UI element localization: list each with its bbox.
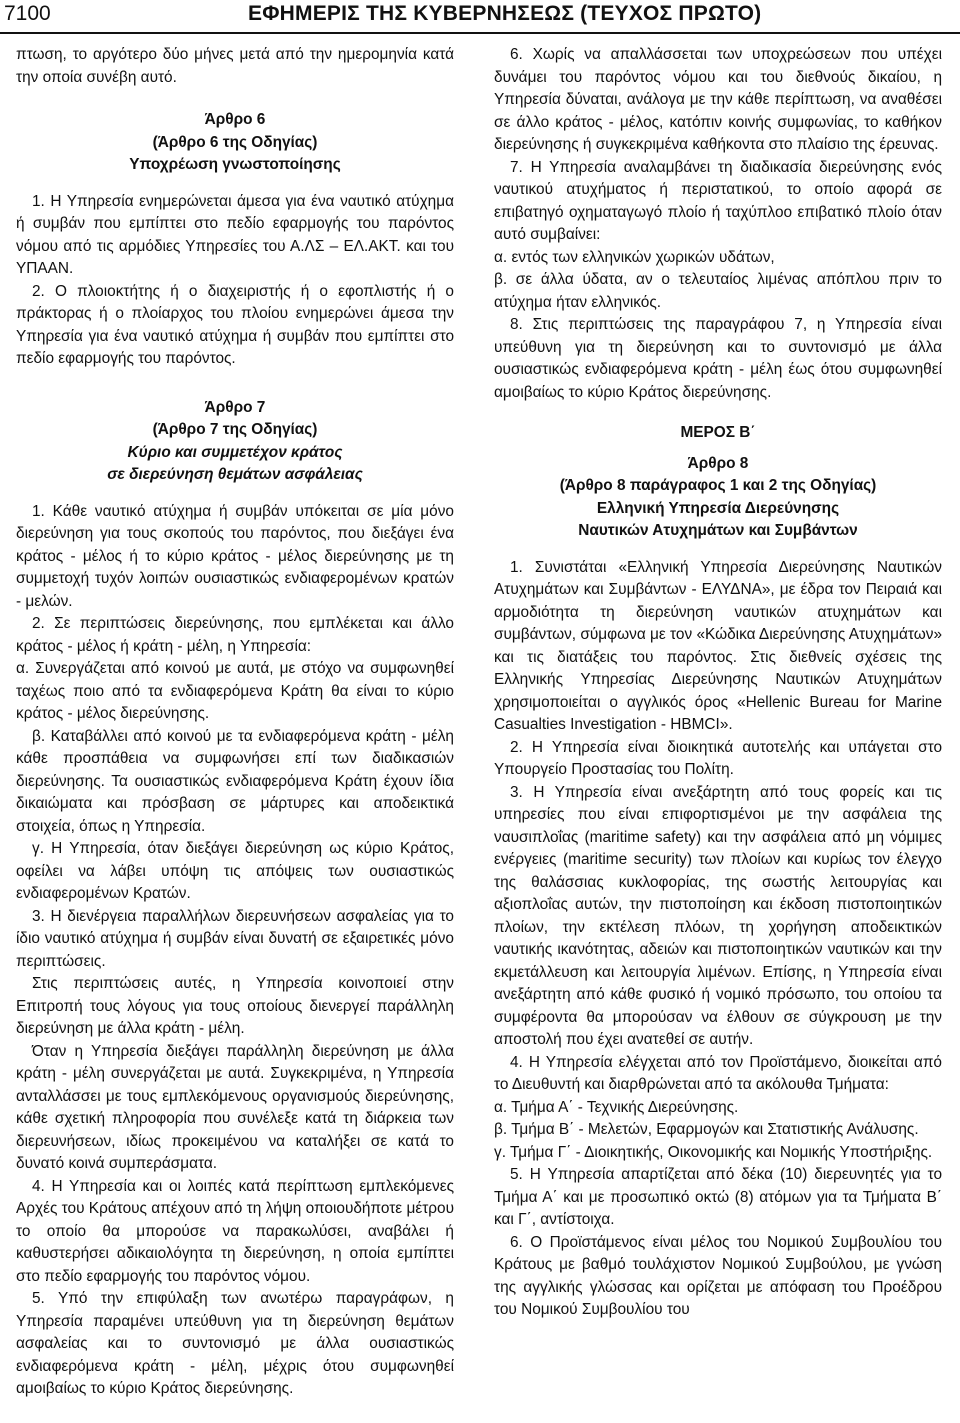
- article-title: Άρθρο 8: [687, 454, 749, 472]
- paragraph: β. Καταβάλλει από κοινού με τα ενδιαφερόμενα κράτη - μέλη κάθε προσπάθεια να συμφωνήσει επί των διαδικασιών διερεύνησης. Τα ουσιαστικώς ενδιαφερόμενα Κράτη έχουν ίδια δικαιώματα και πρόσβαση σε μάρτυρες και αποδεικτικά στοιχεία, όπως η Υπηρεσία.: [16, 727, 454, 835]
- paragraph: γ. Τμήμα Γ΄ - Διοικητικής, Οικονομικής και Νομικής Υποστήριξης.: [494, 1143, 933, 1161]
- paragraph: 1. Κάθε ναυτικό ατύχημα ή συμβάν υπόκειται σε μία μόνο διερεύνηση για τους σκοπούς του παρόντος, που διεξάγει ένα κράτος - μέλος ή το κύριο κράτος - μέλος διερεύνησης με τη συμμετοχή τυχόν λοιπών ουσιαστικώς ενδιαφερομένων κρατών - μελών.: [16, 502, 454, 610]
- paragraph: γ. Η Υπηρεσία, όταν διεξάγει διερεύνηση ως κύριο Κράτος, οφείλει να λάβει υπόψη τις απόψεις των ουσιαστικώς ενδιαφερομένων Κρατών.: [16, 840, 454, 902]
- article-ref: (Άρθρο 8 παράγραφος 1 και 2 της Οδηγίας): [559, 477, 877, 494]
- paragraph: 1. Συνιστάται «Ελληνική Υπηρεσία Διερεύνησης Ναυτικών Ατυχημάτων και Συμβάντων - ΕΛΥΔΝΑ», με έδρα τον Πειραιά και αρμοδιότητα τη διερεύνηση ναυτικών ατυχημάτων και συμβάντων, σύμφωνα με τον «Κώδικα Διερεύνησης Ατυχημάτων» και τις διατάξεις του παρόντος. Στις διεθνείς σχέσεις της Ελληνικής Υπηρεσίας Διερεύνησης Ναυτικών Ατυχημάτων χρησιμοποιείται ο αγγλικός όρος «Hellenic Bureau for Marine Casualties Investigation - HBMCI».: [494, 558, 942, 733]
- paragraph: 4. Η Υπηρεσία ελέγχεται από τον Προϊστάμενο, διοικείται από το Διευθυντή και διαρθρώνεται από τα ακόλουθα Τμήματα:: [494, 1053, 942, 1093]
- right-column: [494, 44, 942, 1322]
- paragraph: 2. Σε περιπτώσεις διερεύνησης, που εμπλέκεται και άλλο κράτος - μέλος ή κράτη - μέλη, η Υπηρεσία:: [16, 615, 454, 655]
- paragraph: α. Τμήμα Α΄ - Τεχνικής Διερεύνησης.: [494, 1098, 739, 1116]
- paragraph: Στις περιπτώσεις αυτές, η Υπηρεσία κοινοποιεί στην Επιτροπή τους λόγους για τους οποίους διενεργεί παράλληλη διερεύνηση με άλλα κράτη - μέλη.: [16, 975, 454, 1037]
- left-column: [16, 44, 454, 1401]
- paragraph: 8. Στις περιπτώσεις της παραγράφου 7, η Υπηρεσία είναι υπεύθυνη για τη διερεύνηση και το συντονισμό με άλλα ουσιαστικώς ενδιαφερόμενα κράτη - μέλη έως ότου συμφωνηθεί αμοιβαίως το κύριο Κράτος διερεύνησης.: [494, 316, 942, 401]
- paragraph: 2. Η Υπηρεσία είναι διοικητικά αυτοτελής και υπάγεται στο Υπουργείο Προστασίας του Πολίτη.: [494, 738, 942, 778]
- paragraph: 5. Η Υπηρεσία απαρτίζεται από δέκα (10) διερευνητές για το Τμήμα Α΄ και με προσωπικό οκτώ (8) ατόμων για τα Τμήματα Β΄ και Γ΄, αντίστοιχα.: [494, 1166, 942, 1228]
- paragraph: 6. Χωρίς να απαλλάσσεται των υποχρεώσεων που υπέχει δυνάμει του παρόντος νόμου και του διεθνούς δικαίου, η Υπηρεσία δύναται, ανάλογα με την κάθε περίπτωση, να αναθέσει σε άλλο κράτος - μέλος, κατόπιν κοινής συμφωνίας, το καθήκον διερεύνησης ή συγκεκριμένα καθήκοντα στο πλαίσιο της έρευνας.: [494, 46, 942, 153]
- paragraph: 5. Υπό την επιφύλαξη των ανωτέρω παραγράφων, η Υπηρεσία παραμένει υπεύθυνη για τη διερεύνηση θεμάτων ασφαλείας και το συντονισμό με άλλα ουσιαστικώς ενδιαφερόμενα κράτη - μέλη, μέχρις ότου συμφωνηθεί αμοιβαίως το κύριο Κράτος διερεύνησης.: [16, 1290, 454, 1397]
- article-6-heading: [16, 109, 454, 177]
- page-number: 7100: [4, 2, 51, 25]
- page-header: [0, 0, 960, 32]
- article-title: Άρθρο 6: [204, 111, 266, 128]
- article-heading: Κύριο και συμμετέχον κράτος: [127, 443, 343, 461]
- header-rule: [0, 32, 960, 34]
- paragraph: πτωση, το αργότερο δύο μήνες μετά από την ημερομηνία κατά την οποία συνέβη αυτό.: [16, 46, 454, 86]
- part-heading: ΜΕΡΟΣ Β΄: [680, 424, 756, 441]
- paragraph: α. εντός των ελληνικών χωρικών υδάτων,: [494, 248, 775, 266]
- article-heading: σε διερεύνηση θεμάτων ασφάλειας: [107, 466, 363, 483]
- article-ref: (Άρθρο 7 της Οδηγίας): [152, 421, 318, 438]
- article-ref: (Άρθρο 6 της Οδηγίας): [152, 133, 318, 151]
- article-8-heading: [494, 453, 942, 543]
- paragraph: 2. Ο πλοιοκτήτης ή ο διαχειριστής ή ο εφοπλιστής ή ο πράκτορας ή ο πλοίαρχος του πλοίου ενημερώνει άμεσα την Υπηρεσία για ένα ναυτικό ατύχημα ή συμβάν που εμπίπτει στο πεδίο εφαρμογής του παρόντος.: [16, 282, 454, 367]
- paragraph: 7. Η Υπηρεσία αναλαμβάνει τη διαδικασία διερεύνησης ενός ναυτικού ατυχήματος ή περιστατικού, το οποίο αφορά σε επιβατηγό οχηματαγωγό πλοίο ή ταχύπλοο επιβατικό πλοίο όταν αυτό συμβαίνει:: [494, 158, 942, 243]
- article-7-heading: [16, 397, 454, 487]
- paragraph: 3. Η Υπηρεσία είναι ανεξάρτητη από τους φορείς και τις υπηρεσίες που είναι επιφορτισμένοι με την ασφάλεια της ναυσιπλοΐας (maritime safety) και την ασφάλεια από μη νόμιμες ενέργειες (maritime security) των πλοίων και κυρίως τον έλεγχο της θαλάσσιας κυκλοφορίας, της σωστής λειτουργίας και αξιοπλοΐας αυτών, την πιστοποίηση και έκδοση πιστοποιητικών πλοίων, την εκτέλεση πλόων, τη χορήγηση αποδεικτικών ναυτικής ικανότητας, αδειών και πιστοποιητικών ναυτικών και την εκμετάλλευση και λειτουργία λιμένων. Επίσης, η Υπηρεσία είναι ανεξάρτητη από κάθε φυσικό ή νομικό πρόσωπο, του οποίου τα συμφέροντα θα μπορούσαν να έλθουν σε σύγκρουση με την αποστολή που έχει ανατεθεί σε αυτήν.: [494, 783, 942, 1048]
- article-heading: Ελληνική Υπηρεσία Διερεύνησης: [596, 499, 840, 517]
- paragraph: Όταν η Υπηρεσία διεξάγει παράλληλη διερεύνηση με άλλα κράτη - μέλη συνεργάζεται με αυτά. Συγκεκριμένα, η Υπηρεσία ανταλλάσσει με τους εμπλεκόμενους οργανισμούς διερεύνησης, κάθε σχετική πληροφορία που συνέλεξε κατά τη διάρκεια των διερευνήσεων, ιδίως προκειμένου να καταλήξει σε κατά το δυνατό κοινά συμπεράσματα.: [16, 1042, 454, 1172]
- paragraph: 3. Η διενέργεια παραλλήλων διερευνήσεων ασφαλείας για το ίδιο ναυτικό ατύχημα ή συμβάν είναι δυνατή σε εξαιρετικές μόνο περιπτώσεις.: [16, 907, 454, 970]
- article-title: Άρθρο 7: [204, 398, 266, 416]
- journal-title: ΕΦΗΜΕΡΙΣ ΤΗΣ ΚΥΒΕΡΝΗΣΕΩΣ (ΤΕΥΧΟΣ ΠΡΩΤΟ): [248, 2, 762, 25]
- paragraph: 6. Ο Προϊστάμενος είναι μέλος του Νομικού Συμβουλίου του Κράτους με βαθμό τουλάχιστον Νομικού Συμβούλου, με γνώση της αγγλικής γλώσσας και ορίζεται με απόφαση του Προέδρου του Νομικού Συμβουλίου του: [494, 1233, 942, 1318]
- paragraph: β. σε άλλα ύδατα, αν ο τελευταίος λιμένας απόπλου πριν το ατύχημα ήταν ελληνικός.: [494, 271, 942, 311]
- paragraph: 1. Η Υπηρεσία ενημερώνεται άμεσα για ένα ναυτικό ατύχημα ή συμβάν που εμπίπτει στο πεδίο εφαρμογής του παρόντος νόμου από τις αρμόδιες Υπηρεσίες του Α.ΛΣ – ΕΛ.ΑΚΤ. και του ΥΠΑΑΝ.: [16, 192, 454, 277]
- article-heading: Ναυτικών Ατυχημάτων και Συμβάντων: [578, 522, 858, 539]
- paragraph: α. Συνεργάζεται από κοινού με αυτά, με στόχο να συμφωνηθεί ταχέως ποιο από τα ενδιαφερόμενα Κράτη θα είναι το κύριο κράτος - μέλος διερεύνησης.: [16, 660, 454, 722]
- article-heading: Υποχρέωση γνωστοποίησης: [129, 156, 341, 173]
- paragraph: 4. Η Υπηρεσία και οι λοιπές κατά περίπτωση εμπλεκόμενες Αρχές του Κράτους απέχουν από τη λήψη οποιουδήποτε μέτρου το οποίο θα μπορούσε να παρακωλύσει, αναβάλει ή καθυστερήσει αδικαιολόγητα τη διερεύνηση, η οποία εμπίπτει στο πεδίο εφαρμογής του παρόντος νόμου.: [16, 1177, 454, 1285]
- paragraph: β. Τμήμα Β΄ - Μελετών, Εφαρμογών και Στατιστικής Ανάλυσης.: [494, 1121, 919, 1138]
